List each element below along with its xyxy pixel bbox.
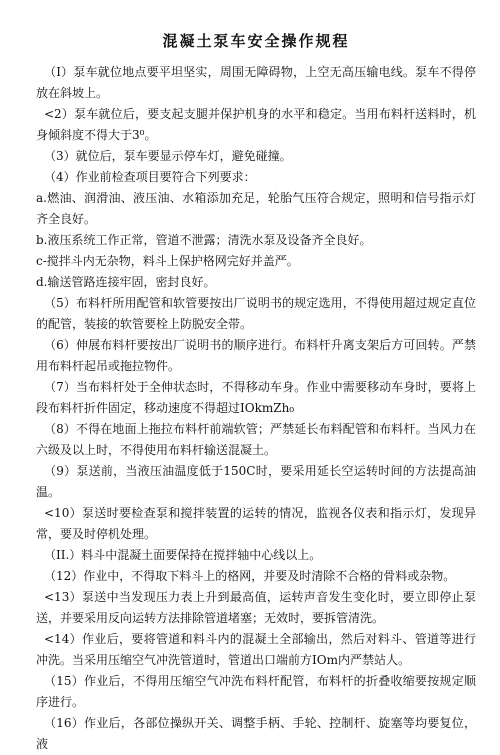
- document-body: [36, 62, 476, 755]
- paragraph-6: （6）伸展布料杆要按出厂说明书的顺序进行。布料杆升离支架后方可回转。严禁用布料杆起吊或拖拉物件。: [36, 338, 476, 373]
- paragraph-16: （16）作业后，各部位操纵开关、调整手柄、手轮、控制杆、旋塞等均要复位，液: [36, 716, 476, 751]
- paragraph-2: <2）泵车就位后，要支起支腿并保护机身的水平和稳定。当用布料杆送料时，机身倾斜度不得大于3⁰。: [36, 107, 476, 142]
- paragraph-8: （8）不得在地面上拖拉布料杆前端软管；严禁延长布料配管和布料杆。当风力在六级及以上时，不得使用布料杆输送混凝土。: [36, 422, 476, 457]
- paragraph-10: <10）泵送时要检查泵和搅拌装置的运转的情况，监视各仪表和指示灯，发现异常，要及时停机处理。: [36, 506, 476, 541]
- paragraph-4d: d.输送管路连接牢固，密封良好。: [36, 275, 216, 289]
- paragraph-13: <13）泵送中当发现压力表上升到最高值，运转声音发生变化时，要立即停止泵送，并要采用反向运转方法排除管道堵塞；无效时，要拆管清洗。: [36, 590, 476, 625]
- paragraph-12: （12）作业中，不得取下料斗上的格网，并要及时清除不合格的骨料或杂物。: [44, 569, 456, 583]
- paragraph-4: （4）作业前检查项目要符合下列要求：: [44, 170, 256, 184]
- paragraph-11: （II.）料斗中混凝土面要保持在搅拌轴中心线以上。: [44, 548, 322, 562]
- paragraph-4a: a.燃油、润滑油、液压油、水箱添加充足，轮胎气压符合规定，照明和信号指示灯齐全良好。: [36, 191, 476, 226]
- paragraph-4c: c-搅拌斗内无杂物，料斗上保护格网完好并盖严。: [36, 254, 299, 268]
- paragraph-1: （I）泵车就位地点要平坦坚实，周围无障碍物，上空无高压输电线。泵车不得停放在斜坡上。: [36, 65, 476, 100]
- paragraph-15: （15）作业后，不得用压缩空气冲洗布料杆配管，布料杆的折叠收缩要按规定顺序进行。: [36, 674, 476, 709]
- paragraph-5: （5）布料杆所用配管和软管要按出厂说明书的规定选用，不得使用超过规定直位的配管，装接的软管要栓上防脱安全带。: [36, 296, 476, 331]
- paragraph-7: （7）当布料杆处于全伸状态时，不得移动车身。作业中需要移动车身时，要将上段布料杆折件固定，移动速度不得超过IOkmZh₀: [36, 380, 476, 415]
- paragraph-3: （3）就位后，泵车要显示停车灯，避免碰撞。: [44, 149, 292, 163]
- paragraph-9: （9）泵送前，当液压油温度低于150C时，要采用延长空运转时间的方法提高油温。: [36, 464, 476, 499]
- paragraph-14: <14）作业后，要将管道和料斗内的混凝土全部输出，然后对料斗、管道等进行冲洗。当采用压缩空气冲洗管道时，管道出口端前方IOm内严禁站人。: [36, 632, 476, 667]
- document-title: 混凝土泵车安全操作规程: [162, 32, 350, 50]
- paragraph-4b: b.液压系统工作正常，管道不泄露；清洗水泵及设备齐全良好。: [36, 233, 372, 247]
